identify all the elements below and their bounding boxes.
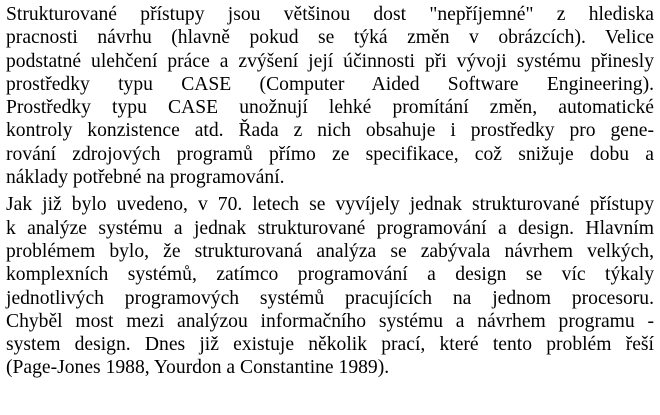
text-line: Strukturované přístupy jsou většinou dost "nepříjemné" z hlediska bbox=[6, 4, 654, 25]
text-line: náklady potřebné na programování. bbox=[6, 167, 285, 189]
text-line: pracnosti návrhu (hlavně pokud se týká změn v obrázcích). Velice bbox=[6, 27, 654, 49]
text-line: system design. Dnes již existuje několik prací, které tento problém řeší bbox=[6, 334, 654, 356]
text-line: Prostředky typu CASE unožnují lehké promítání změn, automatické bbox=[6, 97, 654, 119]
text-line: komplexních systémů, zatímco programování a design se víc týkaly bbox=[6, 264, 654, 286]
document-page bbox=[6, 3, 654, 380]
text-line: rování zdrojových programů přímo ze specifikace, což snižuje dobu a bbox=[6, 143, 654, 165]
text-line: Chyběl most mezi analýzou informačního systému a návrhem programu - bbox=[6, 310, 654, 332]
text-line: k analýze systému a jednak strukturované programování a design. Hlavním bbox=[6, 217, 654, 239]
paragraph-case-tools bbox=[6, 3, 654, 189]
text-line: prostředky typu CASE (Computer Aided Software Engineering). bbox=[6, 73, 654, 95]
text-line: jednotlivých programových systémů pracujících na jednom procesoru. bbox=[6, 287, 654, 309]
text-line: podstatné ulehčení práce a zvýšení její účinnosti při vývoji systému přinesly bbox=[6, 50, 654, 72]
text-line: problémem bylo, že strukturovaná analýza se zabývala návrhem velkých, bbox=[6, 240, 654, 262]
text-line: kontroly konzistence atd. Řada z nich obsahuje i prostředky pro gene- bbox=[6, 120, 654, 142]
text-line: (Page-Jones 1988, Yourdon a Constantine 1989). bbox=[6, 357, 390, 379]
paragraph-structured-analysis bbox=[6, 193, 654, 379]
text-line: Jak již bylo uvedeno, v 70. letech se vyvíjely jednak strukturované přístupy bbox=[6, 194, 654, 216]
